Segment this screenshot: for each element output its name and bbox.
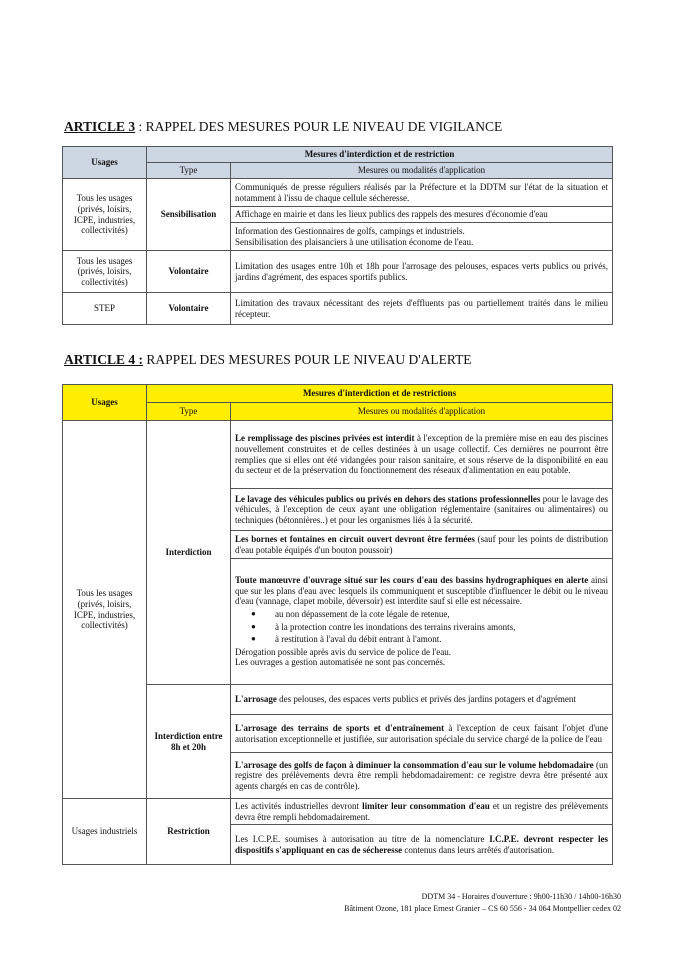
bullet-list — [235, 609, 608, 645]
usage-cell: Usages industriels — [63, 799, 147, 865]
header-usages: Usages — [63, 385, 147, 421]
measure-cell — [231, 799, 613, 825]
usage-cell: Tous les usages (privés, loisirs, ICPE, industries, collectivités) — [63, 179, 147, 251]
header-usages: Usages — [63, 147, 147, 179]
article-3-heading — [64, 119, 502, 135]
footer-hours: DDTM 34 - Horaires d'ouverture : 9h00-11h30 / 14h00-16h30 — [421, 892, 621, 901]
type-cell: Interdiction entre 8h et 20h — [147, 685, 231, 799]
measure-bold: Le lavage des véhicules publics ou privés en dehors des stations professionnelles — [235, 493, 541, 504]
type-cell: Restriction — [147, 799, 231, 865]
usage-cell: STEP — [63, 293, 147, 325]
measure-text: des pelouses, des espaces verts publics et privés des jardins potagers et d'agrément — [276, 694, 576, 705]
measure-bold: limiter leur consommation d'eau — [362, 800, 490, 811]
article-4-title: RAPPEL DES MESURES POUR LE NIVEAU D'ALERTE — [143, 352, 472, 367]
header-type: Type — [147, 403, 231, 421]
derogation-note: Dérogation possible après avis du service de police de l'eau. — [235, 646, 452, 657]
bullet-item: ● au non dépassement de la cote légale de retenue, — [275, 609, 608, 620]
vigilance-table — [62, 146, 613, 325]
header-mesures: Mesures d'interdiction et de restriction — [147, 147, 613, 163]
measure-line: Sensibilisation des plaisanciers à une utilisation économe de l'eau. — [235, 236, 474, 247]
header-mesures: Mesures d'interdiction et de restrictions — [147, 385, 613, 403]
measure-text: Les I.C.P.E. soumises à autorisation au titre de la nomenclature — [235, 833, 490, 844]
measure-bold: I.C.P.E. devront respecter les dispositifs s'appliquant en cas de sécheresse — [235, 833, 609, 855]
article-4-label: ARTICLE 4 : — [64, 352, 144, 367]
measure-cell — [231, 531, 613, 559]
measure-bold: L'arrosage des golfs de façon à diminuer la consommation d'eau sur le volume hebdomadaire — [235, 759, 594, 770]
measure-cell: Communiqués de presse réguliers réalisés par la Préfecture et la DDTM sur l'état de la situation et notamment à l'issu de chaque cellule sécheresse. — [231, 179, 613, 207]
measure-cell — [231, 489, 613, 531]
measure-cell — [231, 715, 613, 753]
measure-cell — [231, 223, 613, 251]
type-cell: Interdiction — [147, 421, 231, 685]
alerte-table — [62, 384, 613, 865]
measure-cell — [231, 559, 613, 685]
measure-cell — [231, 753, 613, 799]
article-4-heading — [64, 352, 472, 368]
article-3-title: : RAPPEL DES MESURES POUR LE NIVEAU DE VIGILANCE — [135, 119, 503, 134]
measure-cell: Affichage en mairie et dans les lieux publics des rappels des mesures d'économie d'eau — [231, 207, 613, 223]
measure-cell — [231, 685, 613, 715]
type-cell: Volontaire — [147, 293, 231, 325]
measure-text: contenus dans leurs arrêtés d'autorisation. — [402, 844, 555, 855]
measure-bold: Toute manœuvre d'ouvrage situé sur les cours d'eau des bassins hydrographiques en alerte — [235, 575, 589, 586]
measure-text: ainsi que sur les plans d'eau avec lesquels ils communiquent et susceptible d'influencer le débit ou le niveau d'eau (vannage, clapet mobile, déversoir) est interdite sauf si elle est nécessaire. — [235, 575, 609, 607]
bullet-item: ● à la protection contre les inondations des terrains riverains amonts, — [275, 622, 608, 633]
measure-text: Les activités industrielles devront — [235, 800, 363, 811]
measure-bold: Le remplissage des piscines privées est interdit — [235, 433, 415, 444]
measure-bold: L'arrosage — [235, 694, 277, 705]
measure-cell — [231, 421, 613, 489]
measure-text: et un registre des prélèvements devra être rempli hebdomadairement. — [235, 800, 609, 822]
measure-bold: Les bornes et fontaines en circuit ouvert devront être fermées — [235, 533, 475, 544]
usage-cell: Tous les usages (privés, loisirs, collectivités) — [63, 251, 147, 293]
measure-text: (un registre des prélèvements devra être rempli hebdomadairement: ce registre devra être présenté aux agents chargés en cas de contrôle). — [235, 759, 609, 791]
usage-cell: Tous les usages (privés, loisirs, ICPE, industries, collectivités) — [63, 421, 147, 799]
measure-text: à l'exception de ceux faisant l'objet d'une autorisation exceptionnelle et justifiée, sur autorisation spéciale du service chargé de la police de l'eau — [235, 722, 609, 744]
measure-line: Information des Gestionnaires de golfs, campings et industriels. — [235, 225, 465, 236]
header-modalites: Mesures ou modalités d'application — [231, 163, 613, 179]
measure-cell: Limitation des travaux nécessitant des rejets d'effluents pas ou partiellement traités dans le milieu récepteur. — [231, 293, 613, 325]
measure-text: (sauf pour les points de distribution d'eau potable équipés d'un bouton poussoir) — [235, 533, 609, 555]
measure-text: à l'exception de la première mise en eau des piscines nouvellement construites et de celles destinées à un usage collectif. Ces dernières ne pourront être remplies que si elles ont été vidangées pour raison sanitaire, et sous réserve de la disponibilité en eau du secteur et de la préservation du fonctionnement des réseaux d'alimentation en eau potable. — [235, 433, 609, 476]
bullet-item: ● à restitution à l'aval du débit entrant à l'amont. — [275, 634, 608, 645]
measure-cell — [231, 825, 613, 865]
measure-bold: L'arrosage des terrains de sports et d'entraînement — [235, 722, 445, 733]
header-type: Type — [147, 163, 231, 179]
measure-text: pour le lavage des véhicules, à l'exception de ceux ayant une obligation réglementaire (sanitaires ou alimentaires) ou techniques (bétonnières..) et pour les organismes liés à la sécurité. — [235, 493, 609, 525]
footer-address: Bâtiment Ozone, 181 place Ernest Granier – CS 60 556 - 34 064 Montpellier cedex 02 — [344, 904, 621, 913]
type-cell: Volontaire — [147, 251, 231, 293]
header-modalites: Mesures ou modalités d'application — [231, 403, 613, 421]
automation-note: Les ouvrages a gestion automatisée ne sont pas concernés. — [235, 657, 446, 668]
measure-cell: Limitation des usages entre 10h et 18h pour l'arrosage des pelouses, espaces verts publics ou privés, jardins d'agrément, des espaces sportifs publics. — [231, 251, 613, 293]
type-cell: Sensibilisation — [147, 179, 231, 251]
article-3-label: ARTICLE 3 — [64, 119, 136, 134]
